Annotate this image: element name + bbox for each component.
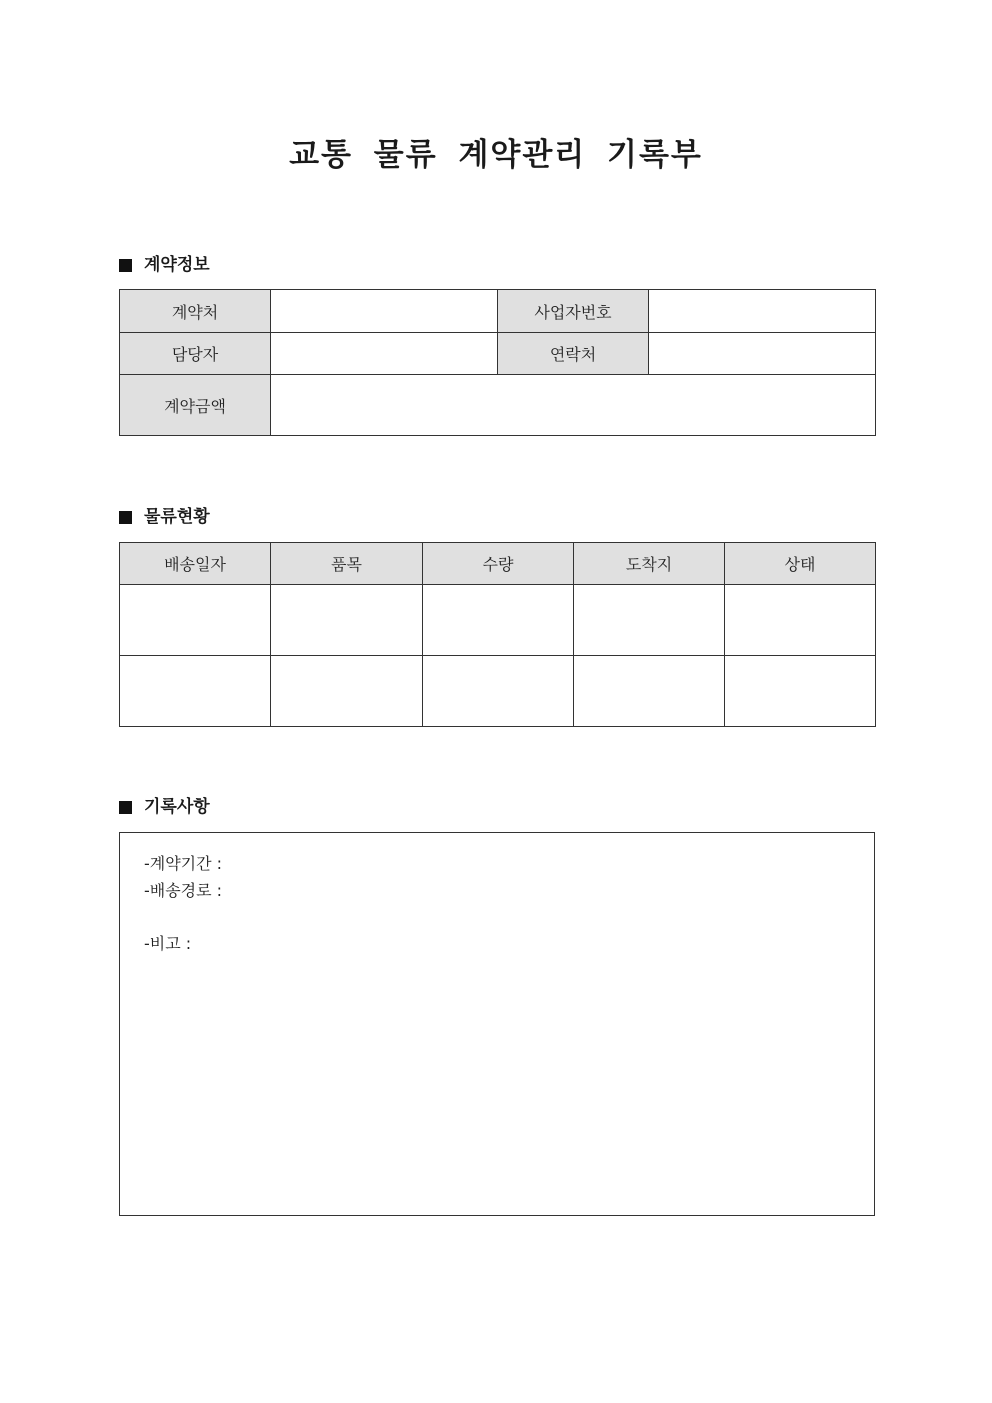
table-cell[interactable] xyxy=(574,656,725,727)
contract-row-2 xyxy=(120,333,876,375)
notes-section-heading xyxy=(119,795,210,819)
square-bullet-icon xyxy=(119,259,132,272)
document-title: 교통 물류 계약관리 기록부 xyxy=(289,137,703,173)
table-cell[interactable] xyxy=(423,585,574,656)
table-cell[interactable] xyxy=(120,656,271,727)
table-cell[interactable] xyxy=(423,656,574,727)
logistics-header-row xyxy=(120,543,876,585)
manager-value[interactable] xyxy=(271,333,498,375)
logistics-table xyxy=(119,542,876,727)
square-bullet-icon xyxy=(119,801,132,814)
contract-section-heading xyxy=(119,253,210,277)
contact-value[interactable] xyxy=(649,333,876,375)
table-row xyxy=(120,585,876,656)
column-header: 수량 xyxy=(423,543,574,585)
amount-value[interactable] xyxy=(271,375,876,436)
notes-box[interactable] xyxy=(119,832,875,1216)
contract-info-table xyxy=(119,289,876,436)
amount-label: 계약금액 xyxy=(120,375,271,436)
contract-section-title: 계약정보 xyxy=(144,255,210,275)
business-number-value[interactable] xyxy=(649,290,876,333)
table-cell[interactable] xyxy=(725,656,876,727)
table-cell[interactable] xyxy=(725,585,876,656)
client-value[interactable] xyxy=(271,290,498,333)
table-row xyxy=(120,656,876,727)
delivery-route-line: -배송경로 : xyxy=(144,881,223,900)
logistics-section-title: 물류현황 xyxy=(144,507,210,527)
column-header: 상태 xyxy=(725,543,876,585)
contact-label: 연락처 xyxy=(498,333,649,375)
column-header: 품목 xyxy=(271,543,423,585)
column-header: 도착지 xyxy=(574,543,725,585)
remarks-line: -비고 : xyxy=(144,934,192,953)
table-cell[interactable] xyxy=(574,585,725,656)
business-number-label: 사업자번호 xyxy=(498,290,649,333)
logistics-section-heading xyxy=(119,505,210,529)
manager-label: 담당자 xyxy=(120,333,271,375)
table-cell[interactable] xyxy=(271,585,423,656)
client-label: 계약처 xyxy=(120,290,271,333)
table-cell[interactable] xyxy=(271,656,423,727)
contract-row-3 xyxy=(120,375,876,436)
notes-section-title: 기록사항 xyxy=(144,797,210,817)
column-header: 배송일자 xyxy=(120,543,271,585)
contract-row-1 xyxy=(120,290,876,333)
table-cell[interactable] xyxy=(120,585,271,656)
contract-period-line: -계약기간 : xyxy=(144,854,223,873)
square-bullet-icon xyxy=(119,511,132,524)
